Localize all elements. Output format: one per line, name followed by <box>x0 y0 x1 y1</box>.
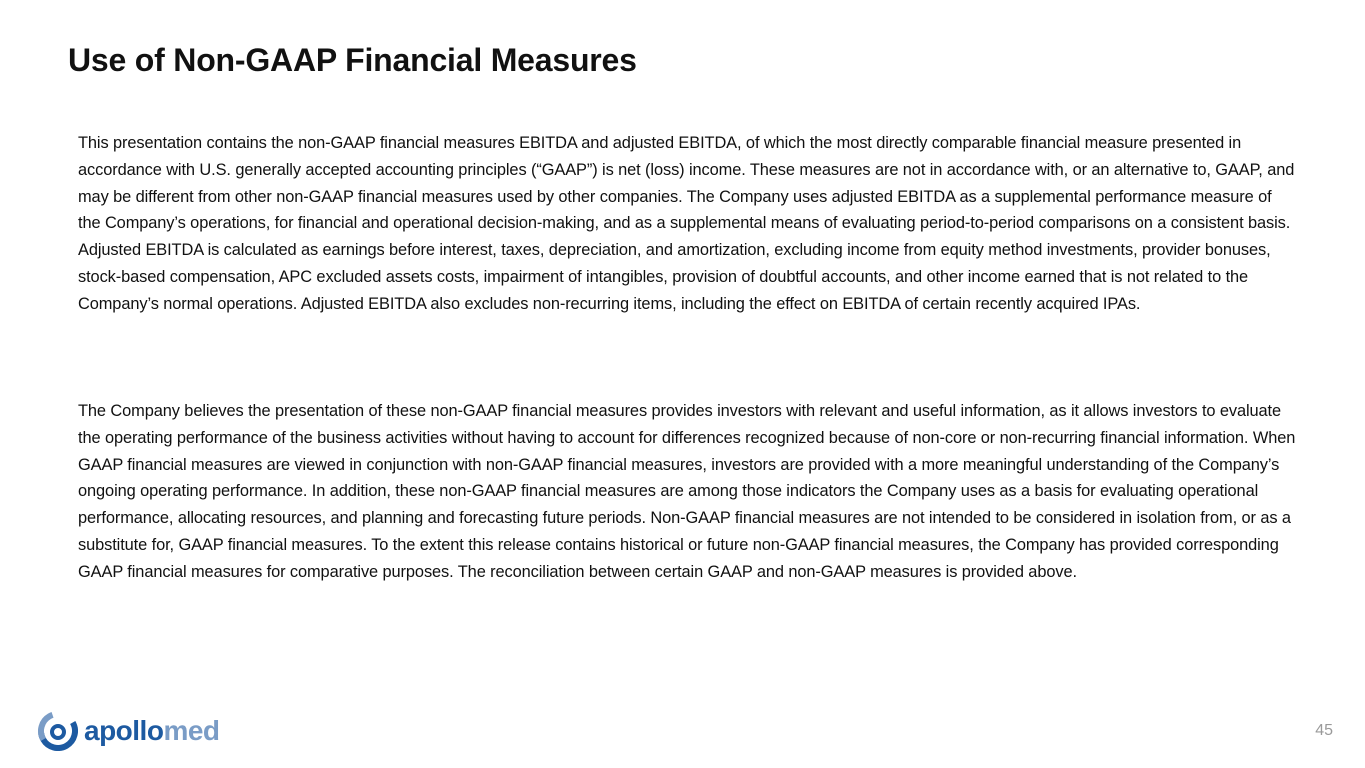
apollomed-logo-mark-icon <box>38 711 78 751</box>
page-title: Use of Non-GAAP Financial Measures <box>68 42 637 78</box>
logo-text-secondary: med <box>163 715 220 746</box>
page-number: 45 <box>1315 722 1333 739</box>
body-paragraph-2: The Company believes the presentation of these non-GAAP financial measures provides investors with relevant and useful information, as it allows investors to evaluate the operating performance of the business activities without having to account for differences recognized because of non-core or non-recurring financial information. When GAAP financial measures are viewed in conjunction with non-GAAP financial measures, investors are provided with a more meaningful understanding of the Company’s ongoing operating performance. In addition, these non-GAAP financial measures are among those indicators the Company uses as a basis for evaluating operational performance, allocating resources, and planning and forecasting future periods. Non-GAAP financial measures are not intended to be considered in isolation from, or as a substitute for, GAAP financial measures. To the extent this release contains historical or future non-GAAP financial measures, the Company has provided corresponding GAAP financial measures for comparative purposes. The reconciliation between certain GAAP and non-GAAP measures is provided above. <box>78 402 1296 581</box>
body-paragraph-1: This presentation contains the non-GAAP financial measures EBITDA and adjusted EBITDA, of which the most directly comparable financial measure presented in accordance with U.S. generally accepted accounting principles (“GAAP”) is net (loss) income. These measures are not in accordance with, or an alternative to, GAAP, and may be different from other non-GAAP financial measures used by other companies. The Company uses adjusted EBITDA as a supplemental performance measure of the Company’s operations, for financial and operational decision-making, and as a supplemental means of evaluating period-to-period comparisons on a consistent basis. Adjusted EBITDA is calculated as earnings before interest, taxes, depreciation, and amortization, excluding income from equity method investments, provider bonuses, stock-based compensation, APC excluded assets costs, impairment of intangibles, provision of doubtful accounts, and other income earned that is not related to the Company’s normal operations. Adjusted EBITDA also excludes non-recurring items, including the effect on EBITDA of certain recently acquired IPAs. <box>78 134 1295 313</box>
logo-wordmark <box>84 715 220 747</box>
logo-text-primary: apollo <box>84 715 164 746</box>
company-logo <box>38 710 220 752</box>
